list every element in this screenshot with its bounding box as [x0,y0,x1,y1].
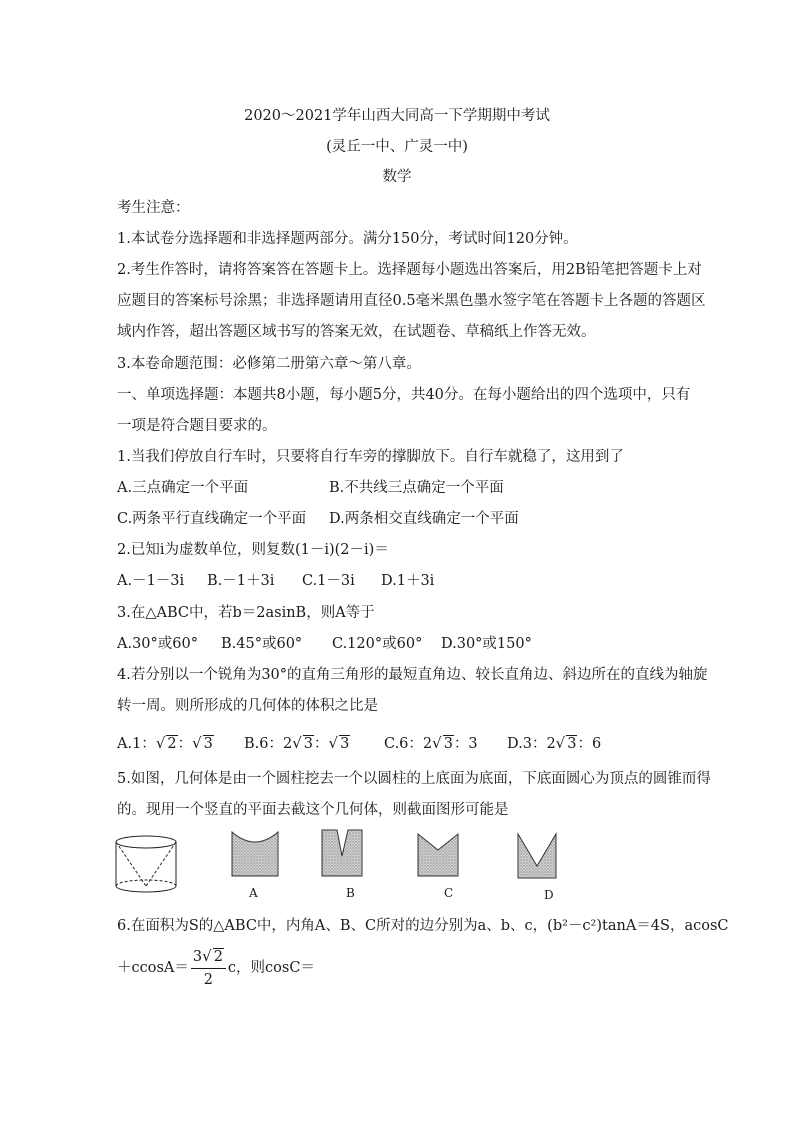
q1-option-b: B.不共线三点确定一个平面 [329,480,504,496]
figure-label-c: C [444,886,454,900]
sqrt-sign-icon: √ [555,734,566,752]
note-3: 3.本卷命题范围：必修第二册第六章～第八章。 [117,356,421,372]
q1-option-c: C.两条平行直线确定一个平面 [117,511,307,527]
exam-title: 2020～2021学年山西大同高一下学期期中考试 [244,108,550,124]
sqrt-sign-icon: √ [202,947,212,965]
figure-label-d: D [544,888,554,902]
q5-line-2: 的。现用一个竖直的平面去截这个几何体，则截面图形可能是 [117,802,509,818]
q3-option-a: A.30°或60° [117,636,198,652]
section-1-line-2: 一项是符合题目要求的。 [117,418,277,434]
q5-line-1: 5.如图，几何体是由一个圆柱挖去一个以圆柱的上底面为底面，下底面圆心为顶点的圆锥而得 [117,771,711,787]
q5-figures [112,826,672,906]
section-c-icon [418,834,458,876]
q4-line-1: 4.若分别以一个锐角为30°的直角三角形的最短直角边、较长直角边、斜边所在的直线为轴旋 [117,667,708,683]
figure-label-a: A [249,886,258,900]
cylinder-figure-icon [116,836,176,892]
q1-stem: 1.当我们停放自行车时，只要将自行车旁的撑脚放下。自行车就稳了，这用到了 [117,449,624,465]
section-1-line-1: 一、单项选择题：本题共8小题，每小题5分，共40分。在每小题给出的四个选项中，只有 [117,387,691,403]
q2-option-a: A.－1－3i [117,573,185,589]
q2-stem: 2.已知i为虚数单位，则复数(1－i)(2－i)＝ [117,542,389,558]
q2-option-d: D.1＋3i [381,573,435,589]
section-b-icon [322,830,362,876]
note-2-line-3: 域内作答，超出答题区域书写的答案无效，在试题卷、草稿纸上作答无效。 [117,324,596,340]
note-1: 1.本试卷分选择题和非选择题两部分。满分150分，考试时间120分钟。 [117,231,578,247]
q1-option-a: A.三点确定一个平面 [117,480,249,496]
note-2-line-1: 2.考生作答时，请将答案答在答题卡上。选择题每小题选出答案后，用2B铅笔把答题卡上对 [117,262,702,278]
notes-heading: 考生注意： [117,200,190,216]
sqrt-sign-icon: √ [328,734,339,752]
q2-option-b: B.－1＋3i [207,573,275,589]
section-a-icon [232,832,278,876]
q6-line-2: ＋ccosA＝ $\frac{3√ 2}{2}$ c，则cosC＝ [117,944,315,992]
sqrt-sign-icon: √ [292,734,302,752]
sqrt-sign-icon: √ [192,734,202,752]
figure-label-b: B [346,886,355,900]
q4-option-c: C.6：2√ 3：3 [384,734,478,752]
q4-option-d: D.3：2√ 3：6 [507,734,602,752]
sqrt-sign-icon: √ [432,734,442,752]
note-2-line-2: 应题目的答案标号涂黑；非选择题请用直径0.5毫米黑色墨水签字笔在答题卡上各题的答题区 [117,293,706,309]
sqrt-sign-icon: √ [155,734,166,752]
subject-label: 数学 [382,169,412,185]
q3-option-d: D.30°或150° [441,636,532,652]
q4-line-2: 转一周。则所形成的几何体的体积之比是 [117,698,378,714]
fraction: $\frac{3√ 2}{2}$ [191,945,226,991]
q4-option-b: B.6：2√ 3：√ 3 [244,734,350,752]
q4-option-a: A.1：√ 2：√ 3 [117,734,213,752]
q1-option-d: D.两条相交直线确定一个平面 [329,511,519,527]
q3-stem: 3.在△ABC中，若b＝2asinB，则A等于 [117,605,375,621]
q6-line-1: 6.在面积为S的△ABC中，内角A、B、C所对的边分别为a、b、c，(b²－c²)tanA＝4S，acosC [117,918,729,934]
q3-option-c: C.120°或60° [332,636,423,652]
section-d-icon [518,834,556,878]
q3-option-b: B.45°或60° [221,636,303,652]
q2-option-c: C.1－3i [302,573,355,589]
exam-subtitle: (灵丘一中、广灵一中) [326,139,468,155]
